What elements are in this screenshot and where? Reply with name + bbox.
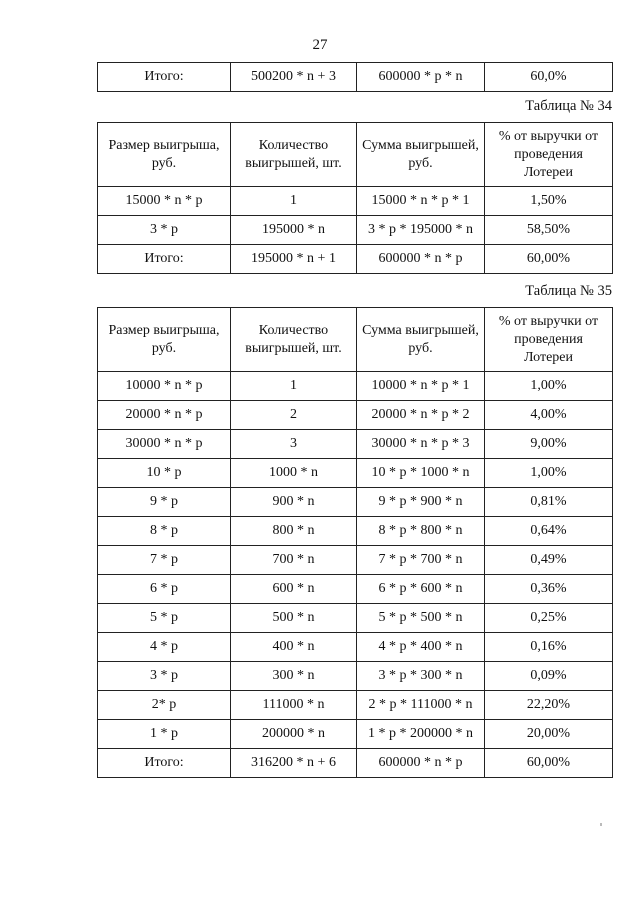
table-cell: 60,0% <box>485 63 613 92</box>
table-cell: 9 * p * 900 * n <box>357 488 485 517</box>
table-cell: 4 * p * 400 * n <box>357 633 485 662</box>
table-35 <box>97 307 613 778</box>
table-cell: 60,00% <box>485 245 613 274</box>
table-cell: 0,16% <box>485 633 613 662</box>
table-cell: Итого: <box>98 245 231 274</box>
table-34-body <box>98 123 613 274</box>
table-row <box>98 633 613 662</box>
table-cell: 3 <box>231 430 357 459</box>
table-row <box>98 187 613 216</box>
table-row <box>98 401 613 430</box>
table-cell: 7 * p <box>98 546 231 575</box>
table-cell: 10000 * n * p * 1 <box>357 372 485 401</box>
table-cell: 600000 * n * p <box>357 245 485 274</box>
table-cell: 0,64% <box>485 517 613 546</box>
table-cell: 1000 * n <box>231 459 357 488</box>
page-number: 27 <box>312 37 328 53</box>
table-cell: 22,20% <box>485 691 613 720</box>
table-33-tail <box>97 62 613 92</box>
table-cell: 5 * p <box>98 604 231 633</box>
table-row <box>98 546 613 575</box>
header-cell: Сумма выигрышей, руб. <box>357 308 485 372</box>
table-cell: 2* p <box>98 691 231 720</box>
table-cell: 3 * p * 300 * n <box>357 662 485 691</box>
table-cell: 8 * p * 800 * n <box>357 517 485 546</box>
table-cell: 4 * p <box>98 633 231 662</box>
table-header-row <box>98 123 613 187</box>
table-row <box>98 604 613 633</box>
table-cell: 200000 * n <box>231 720 357 749</box>
header-cell: % от выручки от проведения Лотереи <box>485 308 613 372</box>
table-cell: 10000 * n * p <box>98 372 231 401</box>
table-cell: 0,25% <box>485 604 613 633</box>
table-cell: 500200 * n + 3 <box>231 63 357 92</box>
table-row <box>98 372 613 401</box>
table-row <box>98 517 613 546</box>
table-cell: 1 <box>231 372 357 401</box>
table-cell: 5 * p * 500 * n <box>357 604 485 633</box>
table-cell: 1 <box>231 187 357 216</box>
table-cell: 1 * p <box>98 720 231 749</box>
table-row <box>98 216 613 245</box>
table-cell: 1,00% <box>485 372 613 401</box>
table-cell: 400 * n <box>231 633 357 662</box>
table-cell: 700 * n <box>231 546 357 575</box>
table-cell: 1,50% <box>485 187 613 216</box>
table-header-row <box>98 308 613 372</box>
table-cell: 600000 * n * p <box>357 749 485 778</box>
header-cell: % от выручки от проведения Лотереи <box>485 123 613 187</box>
table-cell: 1,00% <box>485 459 613 488</box>
table-34 <box>97 122 613 274</box>
table-cell: 300 * n <box>231 662 357 691</box>
table-row <box>98 691 613 720</box>
header-cell: Размер выигрыша, руб. <box>98 123 231 187</box>
total-row <box>98 63 613 92</box>
table-cell: 195000 * n + 1 <box>231 245 357 274</box>
header-cell: Количество выигрышей, шт. <box>231 308 357 372</box>
header-cell: Размер выигрыша, руб. <box>98 308 231 372</box>
table-cell: 8 * p <box>98 517 231 546</box>
table-row <box>98 430 613 459</box>
scan-speck <box>600 823 602 826</box>
header-cell: Сумма выигрышей, руб. <box>357 123 485 187</box>
table-cell: 800 * n <box>231 517 357 546</box>
table-cell: 195000 * n <box>231 216 357 245</box>
table-cell: 9,00% <box>485 430 613 459</box>
table-cell: 3 * p <box>98 216 231 245</box>
table-cell: Итого: <box>98 63 231 92</box>
table-row <box>98 662 613 691</box>
table-cell: Итого: <box>98 749 231 778</box>
table-35-body <box>98 308 613 778</box>
header-cell: Количество выигрышей, шт. <box>231 123 357 187</box>
table-cell: 316200 * n + 6 <box>231 749 357 778</box>
table-row <box>98 459 613 488</box>
table-cell: 10 * p * 1000 * n <box>357 459 485 488</box>
table-cell: 500 * n <box>231 604 357 633</box>
table-cell: 2 <box>231 401 357 430</box>
table-row <box>98 720 613 749</box>
table-cell: 2 * p * 111000 * n <box>357 691 485 720</box>
table-cell: 1 * p * 200000 * n <box>357 720 485 749</box>
table-cell: 4,00% <box>485 401 613 430</box>
table-cell: 20000 * n * p * 2 <box>357 401 485 430</box>
table-cell: 20,00% <box>485 720 613 749</box>
table-cell: 600000 * p * n <box>357 63 485 92</box>
table-cell: 0,09% <box>485 662 613 691</box>
table-cell: 9 * p <box>98 488 231 517</box>
table-cell: 6 * p <box>98 575 231 604</box>
table-cell: 15000 * n * p <box>98 187 231 216</box>
table-cell: 0,36% <box>485 575 613 604</box>
table-row <box>98 488 613 517</box>
table-cell: 3 * p <box>98 662 231 691</box>
table-cell: 3 * p * 195000 * n <box>357 216 485 245</box>
table-cell: 0,81% <box>485 488 613 517</box>
table-cell: 111000 * n <box>231 691 357 720</box>
total-row <box>98 749 613 778</box>
table-cell: 600 * n <box>231 575 357 604</box>
table-cell: 10 * p <box>98 459 231 488</box>
total-row <box>98 245 613 274</box>
table-33-body <box>98 63 613 92</box>
table-cell: 15000 * n * p * 1 <box>357 187 485 216</box>
table-cell: 30000 * n * p <box>98 430 231 459</box>
table-cell: 58,50% <box>485 216 613 245</box>
table-cell: 0,49% <box>485 546 613 575</box>
table-cell: 900 * n <box>231 488 357 517</box>
table-cell: 7 * p * 700 * n <box>357 546 485 575</box>
table-cell: 20000 * n * p <box>98 401 231 430</box>
table-35-caption: Таблица № 35 <box>525 283 612 299</box>
table-cell: 6 * p * 600 * n <box>357 575 485 604</box>
table-row <box>98 575 613 604</box>
table-34-caption: Таблица № 34 <box>525 98 612 114</box>
table-cell: 30000 * n * p * 3 <box>357 430 485 459</box>
table-cell: 60,00% <box>485 749 613 778</box>
